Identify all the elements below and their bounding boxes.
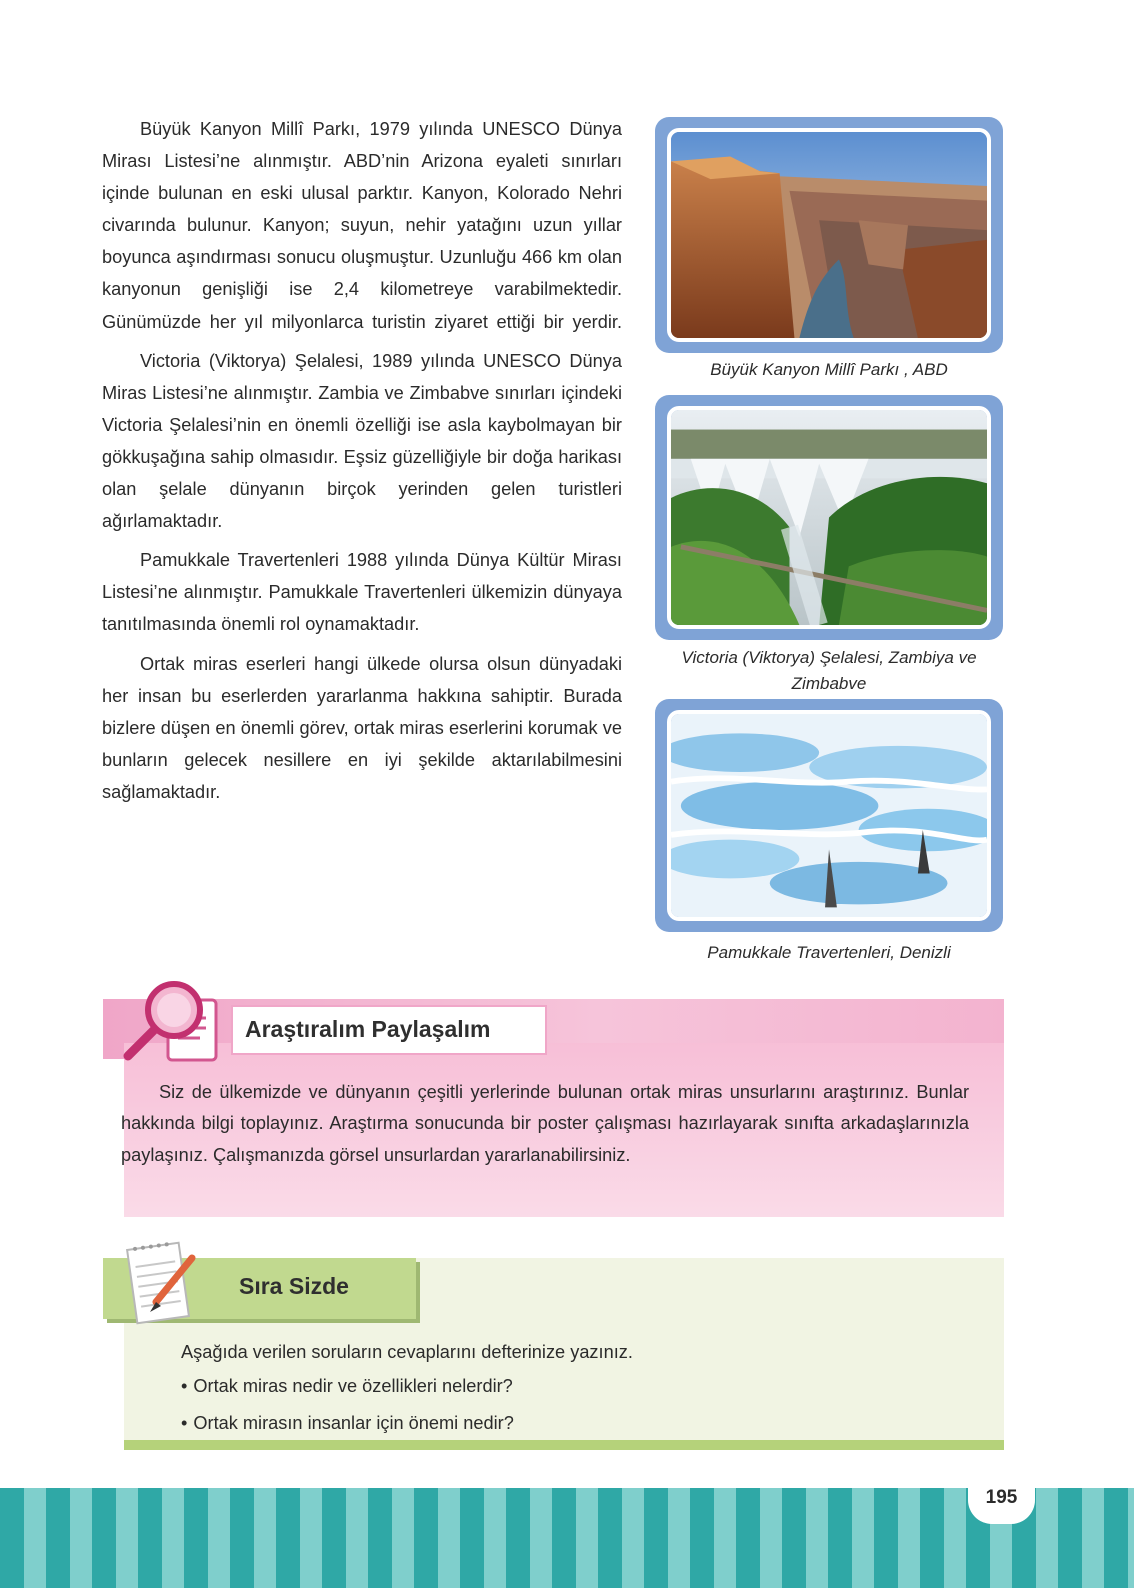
paragraph-victoria-falls: Victoria (Viktorya) Şelalesi, 1989 yılında UNESCO Dünya Miras Listesi’ne alınmıştır. Zambia ve Zimbabve sınırları içindeki Victoria Şelalesi’nin en önemli özelliği ise asla kaybolmayan bir gökkuşağına sahip olmasıdır. Eşsiz güzelliğiyle bir doğa harikası olan şelale dünyanın birçok yerinden gelen turistleri ağırlamaktadır.	[102, 350, 622, 532]
your-turn-intro: Aşağıda verilen soruların cevaplarını defterinize yazınız.	[181, 1342, 633, 1362]
research-text: Siz de ülkemizde ve dünyanın çeşitli yerlerinde bulunan ortak miras unsurlarını araştırınız. Bunlar hakkında bilgi toplayınız. Araştırma sonucunda bir poster çalışması hazırlayarak sınıfta arkadaşlarınızla paylaşınız. Çalışmanızda görsel unsurlardan yararlanabilirsiniz.	[121, 1082, 969, 1165]
victoria-falls-photo-frame	[655, 395, 1003, 640]
paragraph-common-heritage: Ortak miras eserleri hangi ülkede olursa olsun dünyadaki her insan bu eserlerden yararlanma hakkına sahiptir. Burada bizlere düşen en önemli görev, ortak miras eserlerini korumak ve bunların gelecek nesillere en iyi şekilde aktarılabilmesini sağlamaktadır.	[102, 653, 622, 802]
grand-canyon-photo	[671, 132, 987, 338]
research-title: Araştıralım Paylaşalım	[245, 1016, 491, 1042]
question-item: • Ortak miras nedir ve özellikleri nelerdir?	[181, 1371, 514, 1408]
paragraph-grand-canyon: Büyük Kanyon Millî Parkı, 1979 yılında UNESCO Dünya Mirası Listesi’ne alınmıştır. ABD’nin Arizona eyaleti sınırları içinde bulunan en eski ulusal parktır. Kanyon, Kolorado Nehri civarında bulunur. Kanyon; suyun, nehir yatağını uzun yıllar boyunca aşındırması sonucu oluşmuştur. Uzunluğu 466 km olan kanyonun genişliği ise 2,4 kilometreye varabilmektedir. Günümüzde her yıl milyonlarca turistin ziyaret ettiği bir yerdir.	[102, 119, 622, 332]
victoria-falls-photo	[671, 410, 987, 625]
striped-footer	[0, 1488, 1134, 1588]
paragraph-pamukkale: Pamukkale Travertenleri 1988 yılında Dünya Kültür Mirası Listesi’ne alınmıştır. Pamukkale Travertenleri ülkemizin dünyaya tanıtılmasında önemli rol oynamaktadır.	[102, 550, 622, 635]
your-turn-questions	[181, 1371, 514, 1445]
your-turn-title: Sıra Sizde	[239, 1273, 349, 1299]
pamukkale-photo-frame	[655, 699, 1003, 932]
pamukkale-photo	[671, 714, 987, 917]
grand-canyon-photo-frame	[655, 117, 1003, 353]
grand-canyon-caption: Büyük Kanyon Millî Parkı , ABD	[710, 360, 948, 379]
page-number: 195	[968, 1478, 1035, 1524]
magnifier-document-icon	[122, 980, 242, 1076]
main-text-column	[102, 113, 622, 815]
victoria-falls-caption: Victoria (Viktorya) Şelalesi, Zambiya ve Zimbabve	[681, 648, 977, 693]
research-share-box	[103, 999, 1004, 1217]
notepad-pencil-icon	[126, 1236, 206, 1330]
research-title-box	[231, 1005, 547, 1055]
question-item: • Ortak mirasın insanlar için önemi nedir?	[181, 1408, 514, 1445]
pamukkale-caption: Pamukkale Travertenleri, Denizli	[707, 943, 951, 962]
your-turn-box	[103, 1258, 1004, 1450]
